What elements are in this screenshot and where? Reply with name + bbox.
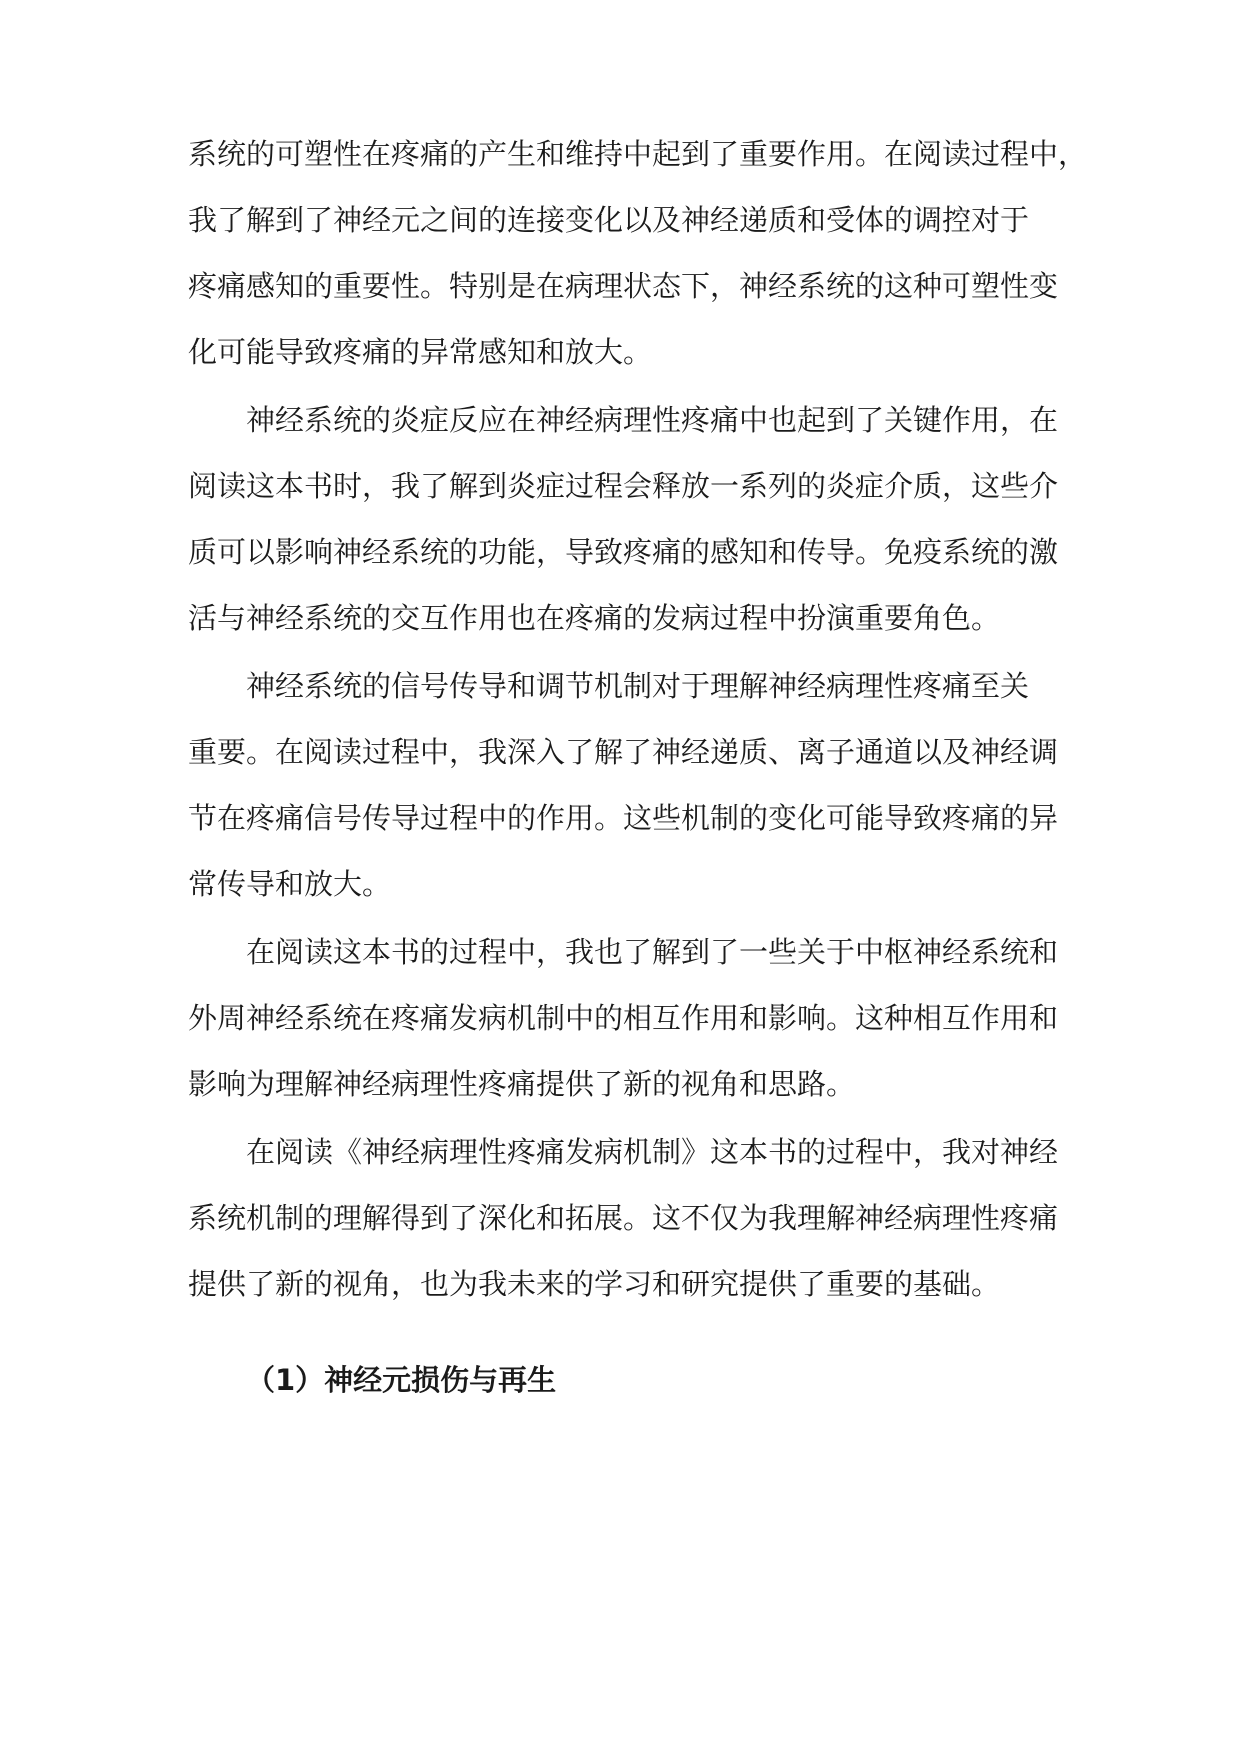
paragraph-line: 节在疼痛信号传导过程中的作用。这些机制的变化可能导致疼痛的异 xyxy=(188,801,1059,835)
paragraph-line: 系统机制的理解得到了深化和拓展。这不仅为我理解神经病理性疼痛 xyxy=(188,1201,1059,1235)
paragraph-line: 神经系统的信号传导和调节机制对于理解神经病理性疼痛至关 xyxy=(246,669,1030,703)
paragraph-line: 化可能导致疼痛的异常感知和放大。 xyxy=(188,335,653,369)
paragraph-line: 阅读这本书时，我了解到炎症过程会释放一系列的炎症介质，这些介 xyxy=(188,469,1059,503)
paragraph-line: 我了解到了神经元之间的连接变化以及神经递质和受体的调控对于 xyxy=(188,203,1030,237)
paragraph-line: 疼痛感知的重要性。特别是在病理状态下，神经系统的这种可塑性变 xyxy=(188,269,1059,303)
paragraph-line: 外周神经系统在疼痛发病机制中的相互作用和影响。这种相互作用和 xyxy=(188,1001,1059,1035)
paragraph-line: 系统的可塑性在疼痛的产生和维持中起到了重要作用。在阅读过程中， xyxy=(188,137,1088,171)
paragraph-line: 在阅读《神经病理性疼痛发病机制》这本书的过程中，我对神经 xyxy=(246,1135,1059,1169)
paragraph-line: 提供了新的视角，也为我未来的学习和研究提供了重要的基础。 xyxy=(188,1267,1001,1301)
paragraph-line: 质可以影响神经系统的功能，导致疼痛的感知和传导。免疫系统的激 xyxy=(188,535,1059,569)
paragraph-line: 在阅读这本书的过程中，我也了解到了一些关于中枢神经系统和 xyxy=(246,935,1059,969)
section-heading: （1）神经元损伤与再生 xyxy=(246,1363,557,1397)
paragraph-line: 神经系统的炎症反应在神经病理性疼痛中也起到了关键作用，在 xyxy=(246,403,1059,437)
paragraph-line: 重要。在阅读过程中，我深入了解了神经递质、离子通道以及神经调 xyxy=(188,735,1059,769)
paragraph-line: 活与神经系统的交互作用也在疼痛的发病过程中扮演重要角色。 xyxy=(188,601,1001,635)
paragraph-line: 常传导和放大。 xyxy=(188,867,392,901)
paragraph-line: 影响为理解神经病理性疼痛提供了新的视角和思路。 xyxy=(188,1067,856,1101)
